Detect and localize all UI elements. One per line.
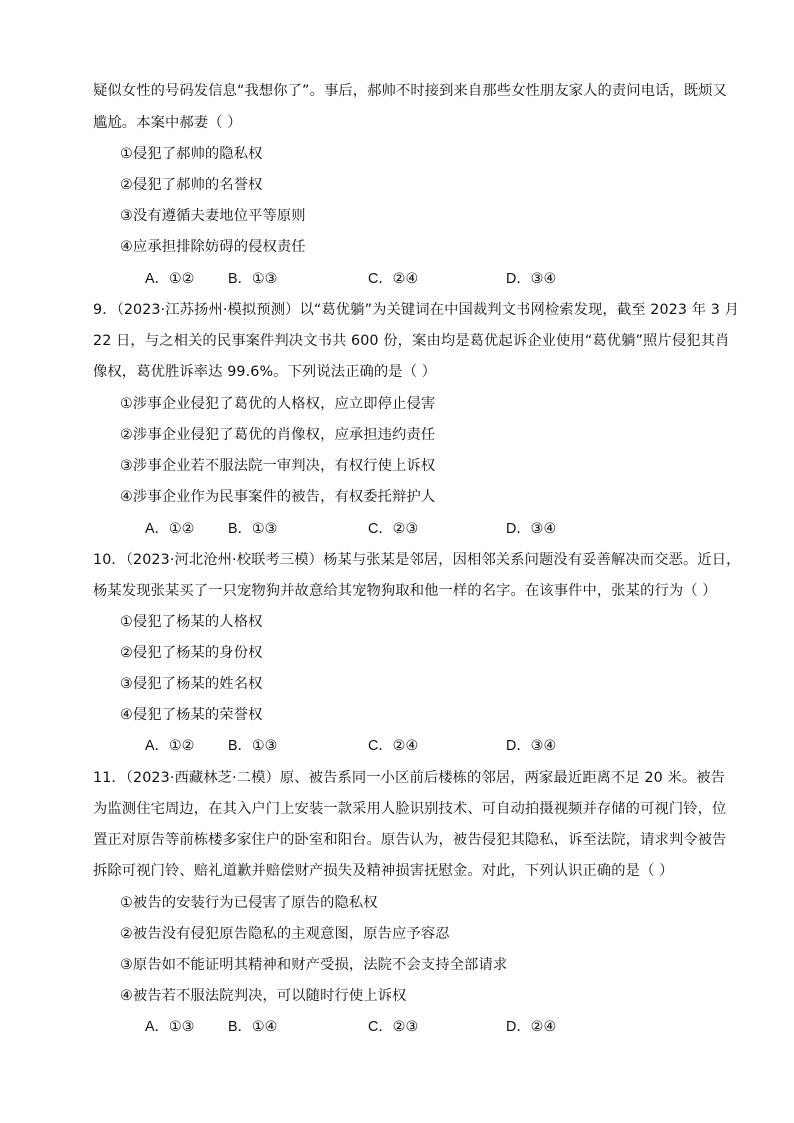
question-9-option: ①涉事企业侵犯了葛优的人格权，应立即停止侵害 [120, 396, 436, 412]
question-8-option: ④应承担排除妨碍的侵权责任 [120, 239, 306, 255]
choice-b[interactable]: B．①④ [228, 1019, 278, 1035]
question-10-option: ③侵犯了杨某的姓名权 [120, 676, 263, 692]
question-11-stem-line: 为监测住宅周边，在其入户门上安装一款采用人脸识别技术、可自动拍摄视频并存储的可视门铃，位 [93, 801, 727, 817]
question-10-option: ④侵犯了杨某的荣誉权 [120, 707, 263, 723]
question-9-option: ②涉事企业侵犯了葛优的肖像权，应承担违约责任 [120, 427, 436, 443]
choice-a[interactable]: A．①③ [145, 1019, 195, 1035]
question-11-stem-line: 11．（2023·西藏林芝·二模）原、被告系同一小区前后楼栋的邻居，两家最近距离不足 20 米。被告 [93, 770, 726, 786]
question-9-stem-line: 22 日，与之相关的民事案件判决文书共 600 份，案由均是葛优起诉企业使用“葛优躺”照片侵犯其肖 [93, 333, 730, 349]
choice-b[interactable]: B．①③ [228, 738, 278, 754]
choice-c[interactable]: C．②④ [368, 271, 419, 287]
choice-b[interactable]: B．①③ [228, 521, 278, 537]
question-9-stem-line: 像权，葛优胜诉率达 99.6%。下列说法正确的是（ ） [93, 364, 437, 380]
question-10-option: ②侵犯了杨某的身份权 [120, 645, 263, 661]
choice-a[interactable]: A．①② [145, 738, 195, 754]
question-8-option: ③没有遵循夫妻地位平等原则 [120, 208, 306, 224]
question-8-stem-line: 疑似女性的号码发信息“我想你了”。事后，郝帅不时接到来自那些女性朋友家人的责问电话，既烦又 [93, 83, 728, 99]
question-8-option: ②侵犯了郝帅的名誉权 [120, 177, 263, 193]
choice-a[interactable]: A．①② [145, 271, 195, 287]
choice-c[interactable]: C．②③ [368, 1019, 419, 1035]
question-11-option: ②被告没有侵犯原告隐私的主观意图，原告应予容忍 [120, 926, 450, 942]
choice-a[interactable]: A．①② [145, 521, 195, 537]
choice-b[interactable]: B．①③ [228, 271, 278, 287]
question-11-option: ①被告的安装行为已侵害了原告的隐私权 [120, 895, 378, 911]
question-8-stem-line: 尴尬。本案中郝妻（ ） [93, 115, 242, 131]
choice-c[interactable]: C．②④ [368, 738, 419, 754]
question-10-stem-line: 10．（2023·河北沧州·校联考三模）杨某与张某是邻居，因相邻关系问题没有妥善解决而交恶。近日， [93, 552, 741, 568]
question-10-stem-line: 杨某发现张某买了一只宠物狗并故意给其宠物狗取和他一样的名字。在该事件中，张某的行为（ ） [93, 583, 717, 599]
question-11-option: ④被告若不服法院判决，可以随时行使上诉权 [120, 988, 407, 1004]
choice-d[interactable]: D．②④ [506, 1019, 557, 1035]
question-11-stem-line: 拆除可视门铃、赔礼道歉并赔偿财产损失及精神损害抚慰金。对此，下列认识正确的是（ ） [93, 863, 674, 879]
choice-d[interactable]: D．③④ [506, 271, 557, 287]
question-9-stem-line: 9．（2023·江苏扬州·模拟预测）以“葛优躺”为关键词在中国裁判文书网检索发现，截至 2023 年 3 月 [93, 302, 739, 318]
question-9-option: ④涉事企业作为民事案件的被告，有权委托辩护人 [120, 489, 436, 505]
choice-c[interactable]: C．②③ [368, 521, 419, 537]
question-11-stem-line: 置正对原告等前栋楼多家住户的卧室和阳台。原告认为，被告侵犯其隐私，诉至法院，请求判令被告 [93, 832, 727, 848]
choice-d[interactable]: D．③④ [506, 738, 557, 754]
question-10-option: ①侵犯了杨某的人格权 [120, 614, 263, 630]
choice-d[interactable]: D．③④ [506, 521, 557, 537]
question-9-option: ③涉事企业若不服法院一审判决，有权行使上诉权 [120, 458, 436, 474]
question-8-option: ①侵犯了郝帅的隐私权 [120, 146, 263, 162]
question-11-option: ③原告如不能证明其精神和财产受损，法院不会支持全部请求 [120, 957, 508, 973]
